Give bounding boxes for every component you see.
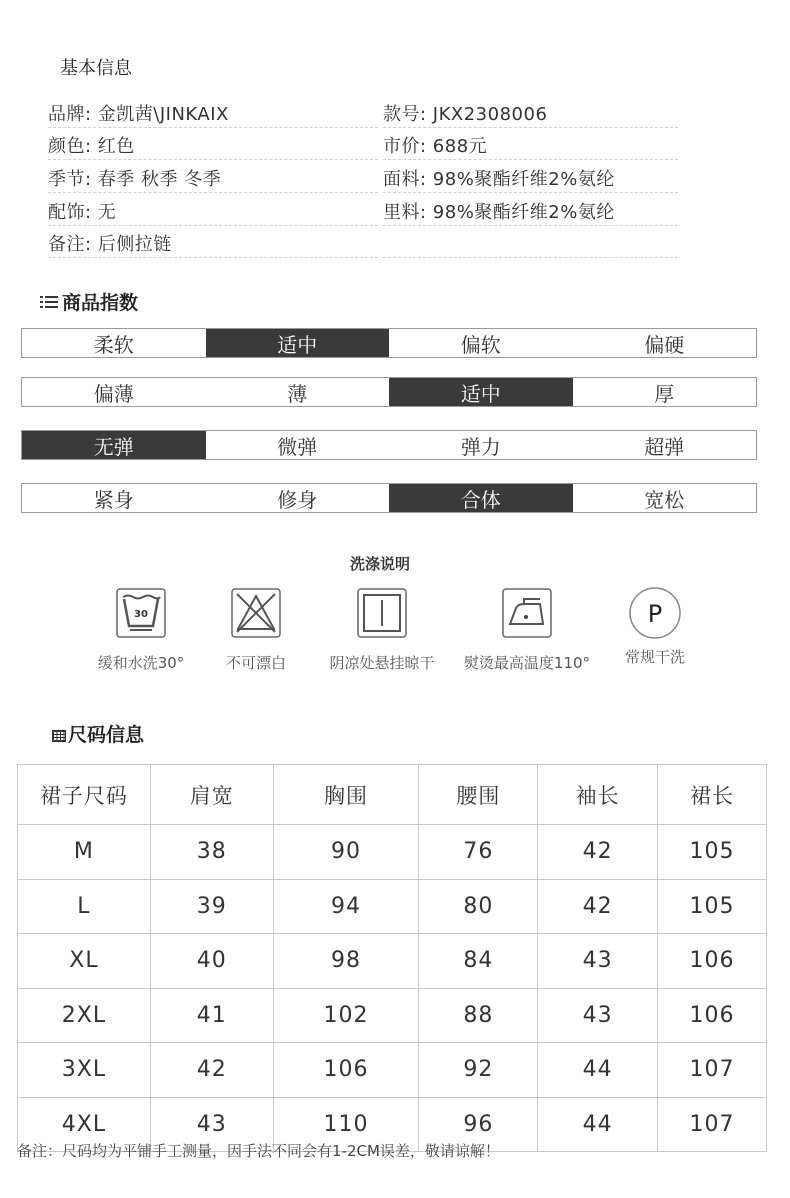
index-option: 适中 bbox=[389, 378, 573, 406]
dry-clean-letter: P bbox=[647, 600, 663, 628]
table-cell: 42 bbox=[150, 1043, 273, 1098]
table-cell: 38 bbox=[150, 825, 273, 880]
index-option: 超弹 bbox=[644, 434, 685, 459]
info-style-number: 款号: JKX2308006 bbox=[383, 104, 548, 125]
index-title-text: 商品指数 bbox=[62, 292, 139, 314]
wash-30-icon bbox=[116, 588, 166, 638]
table-cell: 80 bbox=[419, 879, 538, 934]
index-option: 无弹 bbox=[22, 431, 206, 459]
wash-label: 不可漂白 bbox=[225, 654, 286, 672]
table-cell: 4XL bbox=[18, 1097, 151, 1152]
table-cell: 107 bbox=[658, 1097, 767, 1152]
table-cell: 94 bbox=[273, 879, 419, 934]
table-header-row bbox=[18, 765, 767, 825]
elasticity-index-bar bbox=[21, 430, 757, 460]
softness-index-bar bbox=[21, 328, 757, 358]
wash-label: 常规干洗 bbox=[624, 648, 685, 666]
table-cell: 44 bbox=[538, 1043, 658, 1098]
table-row bbox=[18, 825, 767, 880]
table-row bbox=[18, 879, 767, 934]
wash-item bbox=[307, 588, 457, 673]
index-option: 适中 bbox=[206, 329, 390, 357]
table-cell: 90 bbox=[273, 825, 419, 880]
info-row bbox=[48, 194, 680, 226]
index-option: 微弹 bbox=[277, 434, 318, 459]
info-fabric: 面料: 98%聚酯纤维2%氨纶 bbox=[383, 169, 615, 190]
info-row bbox=[48, 96, 680, 128]
table-cell: 102 bbox=[273, 988, 419, 1043]
grid-icon bbox=[52, 730, 66, 742]
index-option: 柔软 bbox=[93, 332, 134, 357]
table-cell: 2XL bbox=[18, 988, 151, 1043]
table-header: 裙子尺码 bbox=[18, 765, 151, 825]
index-option: 偏硬 bbox=[644, 332, 685, 357]
table-cell: 42 bbox=[538, 825, 658, 880]
table-cell: 105 bbox=[658, 825, 767, 880]
info-color: 颜色: 红色 bbox=[48, 136, 135, 157]
index-option: 厚 bbox=[654, 381, 675, 406]
table-cell: 106 bbox=[658, 934, 767, 989]
thickness-index-bar bbox=[21, 377, 757, 407]
table-cell: 43 bbox=[538, 934, 658, 989]
hang-dry-icon bbox=[357, 588, 407, 638]
table-cell: 96 bbox=[419, 1097, 538, 1152]
index-option: 薄 bbox=[287, 381, 308, 406]
basic-info-title: 基本信息 bbox=[60, 58, 132, 79]
wash-label: 缓和水洗30° bbox=[97, 654, 185, 672]
table-header: 裙长 bbox=[658, 765, 767, 825]
info-accessory: 配饰: 无 bbox=[48, 202, 117, 223]
info-brand: 品牌: 金凯茜\JINKAIX bbox=[48, 104, 229, 125]
no-bleach-icon bbox=[231, 588, 281, 638]
table-cell: L bbox=[18, 879, 151, 934]
table-cell: 40 bbox=[150, 934, 273, 989]
table-cell: 3XL bbox=[18, 1043, 151, 1098]
table-header: 腰围 bbox=[419, 765, 538, 825]
size-table bbox=[17, 764, 767, 1152]
size-title-text: 尺码信息 bbox=[68, 724, 145, 746]
wash-item bbox=[580, 588, 730, 667]
table-cell: M bbox=[18, 825, 151, 880]
table-cell: 92 bbox=[419, 1043, 538, 1098]
index-option: 偏薄 bbox=[93, 381, 134, 406]
table-header: 肩宽 bbox=[150, 765, 273, 825]
wash-title: 洗涤说明 bbox=[349, 555, 410, 573]
table-cell: 106 bbox=[273, 1043, 419, 1098]
index-option: 紧身 bbox=[93, 487, 134, 512]
index-option: 弹力 bbox=[460, 434, 501, 459]
table-cell: 110 bbox=[273, 1097, 419, 1152]
fit-index-bar bbox=[21, 483, 757, 513]
table-header: 袖长 bbox=[538, 765, 658, 825]
index-option: 修身 bbox=[277, 487, 318, 512]
iron-icon bbox=[502, 588, 552, 638]
table-row bbox=[18, 934, 767, 989]
table-row bbox=[18, 1043, 767, 1098]
table-cell: 98 bbox=[273, 934, 419, 989]
info-season: 季节: 春季 秋季 冬季 bbox=[48, 169, 222, 190]
table-cell: 107 bbox=[658, 1043, 767, 1098]
table-cell: 88 bbox=[419, 988, 538, 1043]
index-option: 合体 bbox=[389, 484, 573, 512]
index-title bbox=[40, 288, 138, 315]
table-cell: 106 bbox=[658, 988, 767, 1043]
info-price: 市价: 688元 bbox=[383, 136, 488, 157]
table-cell: 84 bbox=[419, 934, 538, 989]
info-lining: 里料: 98%聚酯纤维2%氨纶 bbox=[383, 202, 615, 223]
table-row bbox=[18, 988, 767, 1043]
table-cell: XL bbox=[18, 934, 151, 989]
table-cell: 105 bbox=[658, 879, 767, 934]
table-cell: 76 bbox=[419, 825, 538, 880]
size-title bbox=[52, 720, 144, 747]
list-icon bbox=[40, 295, 58, 309]
table-cell: 42 bbox=[538, 879, 658, 934]
size-note: 备注：尺码均为平铺手工测量，因手法不同会有1-2CM误差，敬请谅解！ bbox=[17, 1142, 500, 1160]
info-row bbox=[48, 128, 680, 160]
wash-label: 阴凉处悬挂晾干 bbox=[329, 654, 435, 672]
info-row bbox=[48, 161, 680, 193]
index-option: 偏软 bbox=[460, 332, 501, 357]
table-cell: 44 bbox=[538, 1097, 658, 1152]
index-option: 宽松 bbox=[644, 487, 685, 512]
table-cell: 43 bbox=[150, 1097, 273, 1152]
info-row bbox=[48, 226, 680, 258]
table-cell: 41 bbox=[150, 988, 273, 1043]
dry-clean-icon bbox=[630, 588, 680, 638]
table-header: 胸围 bbox=[273, 765, 419, 825]
table-cell: 43 bbox=[538, 988, 658, 1043]
table-cell: 39 bbox=[150, 879, 273, 934]
info-remark: 备注: 后侧拉链 bbox=[48, 234, 172, 255]
wash-label: 熨烫最高温度110° bbox=[463, 654, 591, 672]
tub-temperature: 30 bbox=[134, 609, 148, 620]
